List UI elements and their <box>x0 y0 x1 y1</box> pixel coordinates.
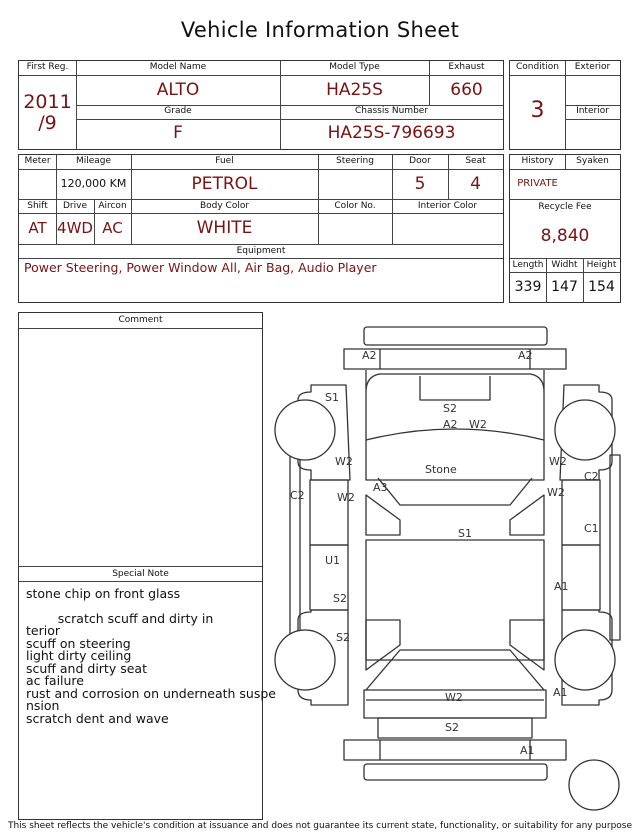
mileage-label: Mileage <box>75 156 112 166</box>
exterior-label: Exterior <box>574 62 611 72</box>
fuel-value: PETROL <box>191 174 258 194</box>
damage-mark: C2 <box>290 489 305 502</box>
history-block <box>509 154 621 303</box>
special-note-line: scuff on steering <box>26 635 131 651</box>
mileage-value: 120,000 KM <box>60 177 127 190</box>
condition-label: Condition <box>516 62 559 72</box>
door-label: Door <box>409 156 431 166</box>
height-value: 154 <box>588 279 615 295</box>
special-note-line: scratch dent and wave <box>26 710 169 726</box>
damage-mark: A2 <box>518 349 533 362</box>
length-label: Length <box>512 260 544 270</box>
width-value: 147 <box>551 279 578 295</box>
damage-mark: A1 <box>520 744 535 757</box>
special-note-line: stone chip on front glass <box>26 586 181 601</box>
model-type-label: Model Type <box>329 62 380 72</box>
shift-value: AT <box>28 219 47 237</box>
body-color-value: WHITE <box>196 218 253 238</box>
equipment-value: Power Steering, Power Window All, Air Bag, Audio Player <box>24 260 377 275</box>
model-name-label: Model Name <box>149 62 207 72</box>
grade-value: F <box>173 123 183 143</box>
interior-color-label: Interior Color <box>417 201 478 211</box>
model-name: ALTO <box>156 80 200 100</box>
chassis-number: HA25S-796693 <box>327 123 456 143</box>
exhaust-value: 660 <box>450 80 483 100</box>
body-color-label: Body Color <box>199 201 250 211</box>
seat-label: Seat <box>465 156 486 166</box>
exhaust-label: Exhaust <box>448 62 485 72</box>
drive-label: Drive <box>63 201 87 211</box>
special-note-line: nsion <box>26 698 60 713</box>
aircon-label: Aircon <box>98 201 127 211</box>
damage-mark: A1 <box>553 686 568 699</box>
special-note-line: scuff and dirty seat <box>26 660 147 676</box>
history-label: History <box>521 156 554 166</box>
first-reg-month: /9 <box>38 112 57 134</box>
history-value: PRIVATE <box>517 178 558 189</box>
condition-block <box>509 60 621 150</box>
width-label: Widht <box>551 260 578 270</box>
steering-label: Steering <box>336 156 374 166</box>
damage-mark: A2 <box>443 418 458 431</box>
grade-label: Grade <box>164 106 192 116</box>
first-reg-label: First Reg. <box>26 62 69 72</box>
chassis-label: Chassis Number <box>354 106 429 116</box>
comment-panel <box>18 312 276 820</box>
damage-mark: W2 <box>335 455 353 468</box>
specs-block <box>18 154 504 303</box>
damage-mark: W2 <box>469 418 487 431</box>
damage-mark: S2 <box>445 721 459 734</box>
model-type: HA25S <box>326 80 383 100</box>
damage-mark: A1 <box>554 580 569 593</box>
interior-label: Interior <box>576 106 609 116</box>
damage-mark: C1 <box>584 522 599 535</box>
damage-mark: A2 <box>362 349 377 362</box>
aircon-value: AC <box>102 219 123 237</box>
damage-mark: S1 <box>458 527 472 540</box>
fuel-label: Fuel <box>215 156 234 166</box>
damage-mark: S1 <box>325 391 339 404</box>
height-label: Height <box>586 260 617 270</box>
damage-mark: W2 <box>549 455 567 468</box>
recycle-fee-value: 8,840 <box>540 226 590 246</box>
damage-mark: S2 <box>336 631 350 644</box>
syaken-label: Syaken <box>576 156 609 166</box>
registration-block <box>18 60 504 150</box>
footer-disclaimer: This sheet reflects the vehicle's condition at issuance and does not guarantee its current state, functionality, or suitability for any purpose <box>7 821 633 831</box>
special-note-line: light dirty ceiling <box>26 648 132 663</box>
drive-value: 4WD <box>57 219 93 237</box>
length-value: 339 <box>514 279 542 295</box>
damage-mark: Stone <box>425 463 457 476</box>
first-reg-year: 2011 <box>23 91 72 113</box>
meter-label: Meter <box>24 156 51 166</box>
damage-mark: U1 <box>325 554 341 567</box>
vehicle-damage-diagram <box>268 320 630 825</box>
page-title: Vehicle Information Sheet <box>180 18 460 42</box>
special-note-line: rust and corrosion on underneath suspe <box>26 685 276 701</box>
recycle-fee-label: Recycle Fee <box>538 202 592 212</box>
damage-mark: W2 <box>445 691 463 704</box>
color-no-label: Color No. <box>334 201 376 211</box>
seat-value: 4 <box>470 174 481 194</box>
damage-mark: C2 <box>584 470 599 483</box>
special-note-line: terior <box>26 623 60 638</box>
damage-mark: W2 <box>547 486 565 499</box>
damage-mark: S2 <box>333 592 347 605</box>
door-value: 5 <box>414 174 426 194</box>
equipment-label: Equipment <box>236 246 286 256</box>
special-note-line: scratch scuff and dirty in <box>26 610 214 626</box>
damage-mark: S2 <box>443 402 457 415</box>
comment-label: Comment <box>118 315 163 325</box>
damage-mark: A3 <box>373 481 388 494</box>
damage-mark: W2 <box>337 491 355 504</box>
shift-label: Shift <box>27 201 48 211</box>
special-note-label: Special Note <box>112 569 169 579</box>
special-note-line: ac failure <box>26 673 84 688</box>
special-notes-list <box>26 586 276 726</box>
condition-grade: 3 <box>530 98 545 123</box>
